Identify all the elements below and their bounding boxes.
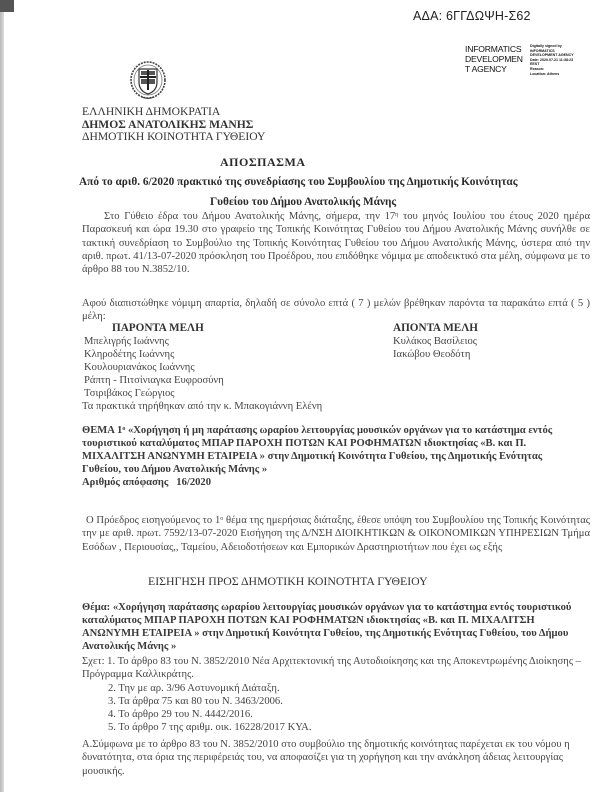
agenda-topic: ΘΕΜΑ $1^o$ «Χορήγηση ή μη παράτασης ωραρίου λειτουργίας μουσικών οργάνων για το κατάστημα εντός τουριστικού καταλύματος ΜΠΑΡ ΠΑΡΟΧΗ ΠΟΤΩΝ ΚΑΙ ΡΟΦΗΜΑΤΩΝ ιδιοκτησίας «Β. και Π. ΜΙΧΑΛΙΤΣΗ ΑΝΩΝΥΜΗ ΕΤΑΙΡΕΙΑ » στην Δημοτική Κοινότητα Γυθείου, της Δημοτικής Ενότητας Γυθείου, του Δήμου Ανατολικής Μάνης » Αριθμός απόφασης 16/2020 xyxy=(82,424,582,489)
member-name: Μπελιγρής Ιωάννης xyxy=(84,336,169,347)
signature-line: Digitally signed by xyxy=(530,44,562,48)
agency-name xyxy=(465,44,523,74)
signature-line: EEST xyxy=(530,62,540,67)
recommendation-topic: Θέμα: «Χορήγηση παράτασης ωραρίου λειτουργίας μουσικών οργάνων για το κατάστημα εντός τουριστικού καταλύματος ΜΠΑΡ ΠΑΡΟΧΗ ΠΟΤΩΝ ΚΑΙ ΡΟΦΗΜΑΤΩΝ ιδιοκτησίας «Β. και Π. ΜΙΧΑΛΙΤΣΗ ΑΝΩΝΥΜΗ ΕΤΑΙΡΕΙΑ » στην Δημοτική Κοινότητα Γυθείου, της Δημοτικής Ενότητας Γυθείου, του Δήμου Ανατολικής Μάνης » xyxy=(82,602,572,652)
minutes-keeper: Τα πρακτικά τηρήθηκαν από την κ. Μπακογιάννη Ελένη xyxy=(82,401,323,413)
absent-members-header: ΑΠΟΝΤΑ ΜΕΛΗ xyxy=(393,322,478,334)
agency-line: INFORMATICS xyxy=(465,44,522,54)
present-members-header: ΠΑΡΟΝΤΑ ΜΕΛΗ xyxy=(112,322,204,334)
absent-members-list xyxy=(393,335,477,361)
reference-item: 3. Τα άρθρα 75 και 80 του Ν. 3463/2006. xyxy=(108,695,283,707)
intro-paragraph: Στο Γύθειο έδρα του Δήμου Ανατολικής Μάνης, σήμερα, την $17^\eta$ του μηνός Ιουλίου του έτους 2020 ημέρα Παρασκευή και ώρα 19.30 στο γραφείο της Τοπικής Κοινότητας Γυθείου του Δήμου Ανατολικής Μάνης συνήλθε σε τακτική συνεδρίαση το Συμβούλιο της Τοπικής Κοινότητας Γυθείου του Δήμου Ανατολικής Μάνης, ύστερα από την αριθ. πρωτ. 41/13-07-2020 πρόσκληση του Προέδρου, που επιδόθηκε νόμιμα με αποδεικτικό στα μέλη, σύμφωνα με το άρθρο 88 του Ν.3852/10. xyxy=(82,211,590,276)
document-subtitle: Από το αριθ. 6/2020 πρακτικό της συνεδρίασης του Συμβουλίου της Δημοτικής Κοινότητας xyxy=(79,176,518,188)
reference-item: 5. Το άρθρο 7 της αριθμ. οικ. 16228/2017 ΚΥΑ. xyxy=(108,722,312,734)
signature-line: Reason: xyxy=(530,66,545,71)
signature-line: Date: 2020.07.21 11:38:23 xyxy=(530,57,574,62)
reference-item: 4. Το άρθρο 29 του Ν. 4442/2016. xyxy=(108,709,253,721)
scanner-edge-strip xyxy=(0,0,4,792)
quorum-paragraph: Αφού διαπιστώθηκε νόμιμη απαρτία, δηλαδή σε σύνολο επτά ( 7 ) μελών βρέθηκαν παρόντα τα παρακάτω επτά ( 5 ) μέλη: xyxy=(82,298,590,323)
recommendation-title: ΕΙΣΗΓΗΣΗ ΠΡΟΣ ΔΗΜΟΤΙΚΗ ΚΟΙΝΟΤΗΤΑ ΓΥΘΕΙΟΥ xyxy=(148,574,428,588)
signature-line: Location: Athens xyxy=(530,71,560,76)
present-members-list xyxy=(84,335,322,414)
letterhead-community: ΔΗΜΟΤΙΚΗ ΚΟΙΝΟΤΗΤΑ ΓΥΘΕΙΟΥ xyxy=(82,130,266,144)
greek-coat-of-arms-icon xyxy=(128,60,168,102)
member-name: Κουλουριανάκος Ιωάννης xyxy=(84,362,195,374)
document-title: ΑΠΟΣΠΑΣΜΑ xyxy=(220,155,306,169)
references-list xyxy=(82,655,587,735)
member-name: Κληροδέτης Ιωάννης xyxy=(84,349,175,361)
scanner-corner-mark xyxy=(0,0,14,12)
member-name: Κυλάκος Βασίλειος xyxy=(393,336,477,347)
agency-line: DEVELOPMEN xyxy=(465,54,523,64)
document-subtitle-2: Γυθείου του Δήμου Ανατολικής Μάνης xyxy=(210,196,397,208)
letterhead-municipality: ΔΗΜΟΣ ΑΝΑΤΟΛΙΚΗΣ ΜΑΝΗΣ xyxy=(82,117,254,131)
letterhead-republic: ΕΛΛΗΝΙΚΗ ΔΗΜΟΚΡΑΤΙΑ xyxy=(82,105,221,118)
signature-line: INFORMATICS xyxy=(530,48,555,53)
chair-paragraph: Ο Πρόεδρος εισηγούμενος το $1^o$ θέμα της ημερήσιας διάταξης, έθεσε υπόψη του Συμβουλίου της Τοπικής Κοινότητας την με αριθ. πρωτ. 7592/13-07-2020 Εισήγηση της Δ/ΝΣΗ ΔΙΟΙΚΗΤΙΚΩΝ & ΟΙΚΟΝΟΜΙΚΩΝ ΥΠΗΡΕΣΙΩΝ Τμήμα Εσόδων , Περιουσίας,, Ταμείου, Αδειοδοτήσεων και Εμπορικών Δραστηριοτήτων που έχει ως εξής xyxy=(82,515,590,553)
closing-paragraph: Α.Σύμφωνα με το άρθρο 83 του Ν. 3852/2010 στο συμβούλιο της δημοτικής κοινότητας παρέχεται εκ του νόμου η δυνατότητα, στα όρια της περιφέρειάς του, να αποφασίζει για τη χορήγηση και την ανάκληση άδειας λειτουργίας μουσικής. xyxy=(82,739,570,777)
digital-signature-block xyxy=(530,44,590,76)
ada-code: ΑΔΑ: 6ΓΓΔΩΨΗ-Σ62 xyxy=(413,9,531,23)
member-name: Ράπτη - Πιτσίνιαγκα Ευφροσύνη xyxy=(84,375,224,387)
signature-line: DEVELOPMENT AGENCY xyxy=(530,53,574,58)
member-name: Τσιριβάκος Γεώργιος xyxy=(84,388,175,400)
letterhead xyxy=(82,106,265,144)
reference-item: 2. Την με αρ. 3/96 Αστυνομική Διάταξη. xyxy=(108,682,280,694)
decision-number: Αριθμός απόφασης 16/2020 xyxy=(82,477,212,488)
member-name: Ιακώβου Θεοδότη xyxy=(393,349,471,361)
reference-item: Σχετ: 1. Το άρθρο 83 του Ν. 3852/2010 Νέα Αρχιτεκτονική της Αυτοδιοίκησης και της Αποκεντρωμένης Διοίκησης – Πρόγραμμα Καλλικράτης. xyxy=(82,656,581,681)
agency-line: T AGENCY xyxy=(465,64,507,74)
